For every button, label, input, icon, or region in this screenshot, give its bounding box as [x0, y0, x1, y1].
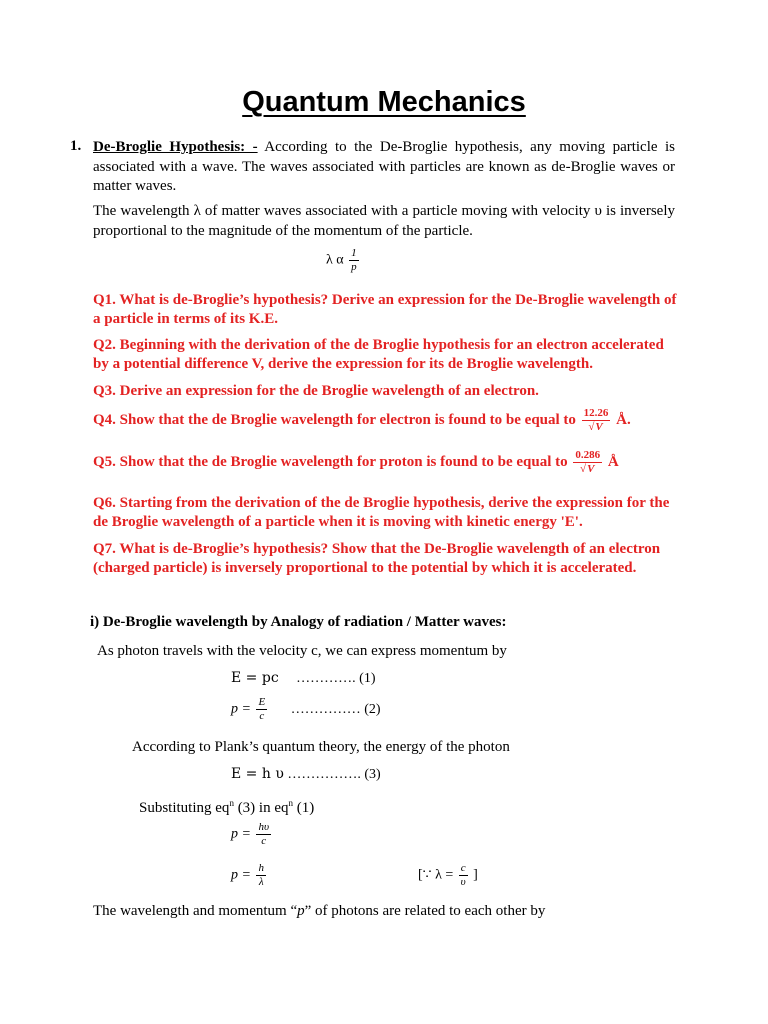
subsection-line-3: [139, 794, 314, 819]
line3-text-a: Substituting eq: [139, 800, 230, 816]
equation-1: [231, 670, 375, 687]
eq5-num: h: [258, 862, 264, 874]
note-num: c: [460, 862, 466, 874]
equation-2: [231, 697, 381, 722]
q4-den: [588, 421, 603, 433]
section-heading: De-Broglie Hypothesis: -: [93, 139, 258, 155]
relation-den: p: [351, 261, 357, 273]
line4-text-a: The wavelength and momentum “: [93, 903, 298, 919]
q4-fraction: [582, 408, 611, 433]
question-q5-text: Q5. Show that the de Broglie wavelength for proton is found to be equal to: [93, 454, 568, 470]
line4-p: p: [297, 903, 305, 919]
equation-1-number: …………. (1): [296, 671, 376, 686]
line3-sup-1: n: [229, 798, 234, 808]
question-q1: Q1. What is de-Broglie’s hypothesis? Derive an expression for the De-Broglie wavelength of a particle in terms of its K.E.: [93, 292, 677, 327]
equation-2-number: …………… (2): [290, 701, 381, 717]
sqrt-symbol: √V: [588, 421, 603, 433]
q4-num: 12.26: [583, 407, 609, 419]
eq4-den: c: [261, 835, 267, 847]
question-q5: [93, 450, 619, 475]
question-q4: [93, 408, 631, 433]
q5-radicand: V: [587, 463, 595, 475]
equation-3: [231, 766, 381, 783]
question-q4-text: Q4. Show that the de Broglie wavelength for electron is found to be equal to: [93, 412, 576, 428]
question-q4-unit: Å.: [616, 412, 631, 428]
eq2-num: E: [258, 696, 266, 708]
relation-num: 1: [351, 247, 357, 259]
equation-2-lhs: p =: [231, 701, 251, 717]
sqrt-symbol: √V: [580, 463, 595, 475]
eq4-num: hυ: [258, 821, 270, 833]
equation-5-lhs: p =: [231, 867, 251, 883]
subsection-line-1: As photon travels with the velocity c, we can express momentum by: [97, 643, 507, 659]
question-q6: Q6. Starting from the derivation of the de Broglie hypothesis, derive the expression for the de Broglie wavelength of a particle when it is moving with kinetic energy 'E'.: [93, 495, 670, 530]
equation-4: [231, 822, 273, 847]
subsection-heading: i) De-Broglie wavelength by Analogy of radiation / Matter waves:: [90, 614, 507, 630]
subsection-line-4: [93, 902, 545, 922]
q5-num: 0.286: [575, 449, 601, 461]
question-q5-unit: Å: [607, 454, 619, 470]
line4-text-b: ” of photons are related to each other by: [304, 903, 546, 919]
section-paragraph-2: The wavelength λ of matter waves associated with a particle moving with velocity υ is inversely proportional to the magnitude of the momentum of the particle.: [93, 203, 675, 239]
subsection-line-2: According to Plank’s quantum theory, the energy of the photon: [132, 739, 510, 755]
q4-radicand: V: [595, 421, 603, 433]
equation-4-lhs: p =: [231, 826, 251, 842]
q5-den: [580, 463, 595, 475]
note-close: ]: [473, 867, 478, 883]
equation-2-fraction: [256, 697, 267, 722]
eq5-den: λ: [258, 876, 264, 888]
question-q3: Q3. Derive an expression for the de Broglie wavelength of an electron.: [93, 383, 539, 399]
line3-sup-2: n: [288, 798, 294, 808]
eq2-den: c: [259, 710, 265, 722]
section-intro-text: According to the De-Broglie hypothesis, any moving particle is associated with a wave. The waves associated with particles are known as de-Broglie waves or matter waves.: [93, 139, 675, 194]
equation-3-expr: E = h υ: [231, 766, 284, 782]
section-number: 1.: [70, 138, 82, 154]
equation-3-number: ……………. (3): [287, 767, 381, 782]
section-intro: [93, 138, 675, 197]
question-q2: Q2. Beginning with the derivation of the de Broglie hypothesis for an electron accelerated by a potential difference V, derive the expression for its de Broglie wavelength.: [93, 337, 664, 372]
q5-fraction: [573, 450, 602, 475]
note-open: [∵ λ =: [418, 867, 454, 883]
equation-5-fraction: [256, 863, 266, 888]
relation-fraction: [349, 248, 359, 273]
relation-lhs: λ α: [326, 252, 344, 268]
note-fraction: [459, 863, 468, 888]
equation-4-fraction: [256, 822, 271, 847]
note-den: υ: [460, 876, 466, 888]
question-q7: Q7. What is de-Broglie’s hypothesis? Show that the De-Broglie wavelength of an electron (charged particle) is inversely proportional to the potential by which it is accelerated.: [93, 541, 661, 576]
page-title: Quantum Mechanics: [242, 86, 526, 118]
relation-equation: [326, 248, 361, 273]
line3-text-b: (3) in eq: [233, 800, 289, 816]
equation-5: [231, 863, 268, 888]
equation-1-expr: E = pc: [231, 670, 279, 686]
line3-text-c: (1): [293, 800, 315, 816]
equation-5-note: [418, 863, 478, 888]
